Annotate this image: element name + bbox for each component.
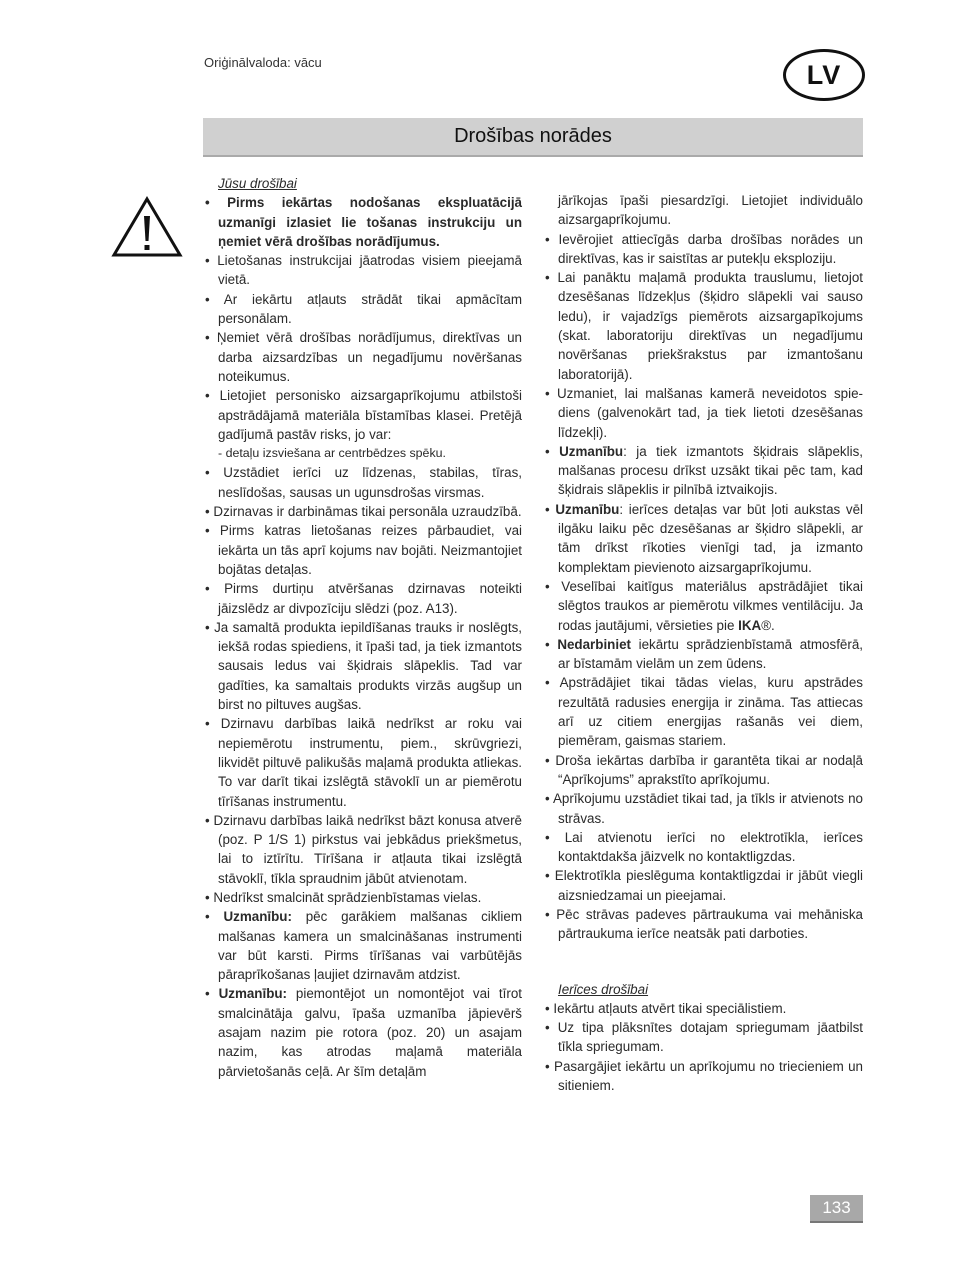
list-item: • Lietojiet personisko aizsargaprīkojumu atbilstoši apstrādājamā materiāla bīstamības klasei. Pretējā gadījumā pastāv risks, jo var:: [205, 388, 522, 442]
section-title-your-safety: Jūsu drošībai: [218, 176, 297, 191]
do-not-operate-label: Nedarbiniet: [557, 636, 631, 652]
list-item-continuation: jārīkojas īpaši piesardzīgi. Lietojiet individuālo aizsargaprīkojumu.: [558, 193, 863, 228]
do-not-operate-text: iekārtu sprādzienbīstamā atmosfērā, ar bīstamām vielām un zem ūdens.: [558, 636, 863, 672]
list-item: • Dzirnavu darbības laikā nedrīkst bāzt konusa atverē (poz. P 1/S 1) pirkstus vai jebkādus priekšmetus, lai to iztīrītu. Tīrīšana ir atļauta tikai izslēgtā stāvoklī, tīkla spraudnim jābūt atvienotam.: [205, 812, 522, 886]
list-item: • Droša iekārtas darbība ir garantēta tikai ar nodaļā “Aprīkojums” aprakstīto aprīkojumu.: [545, 752, 863, 787]
language-badge: LV: [783, 49, 865, 101]
list-item: • Elektrotīkla pieslēguma kontaktligzdai ir jābūt viegli aizsniedzamai un pieejamai.: [545, 868, 863, 903]
caution-item: • Uzmanību: pēc garākiem malšanas cikliem malšanas kamera un smalcināšanas instrumenti var būt karsti. Pirms tīrīšanas vai varbūtējās pāraprīkošanas ļaujiet dzirnavām atdzist.: [205, 909, 522, 983]
caution-text: pēc garākiem malšanas cikliem malšanas kamera un smalcināšanas instrumenti var būt karsti. Pirms tīrīšanas vai varbūtējās pāraprīkošanas ļaujiet dzirnavām atdzist.: [218, 909, 522, 983]
list-item: • Apstrādājiet tikai tādas vielas, kuru apstrādes rezultātā radusies energija ir zināma. Tas attiecas arī uz citiem energijas rašanās vei diem, piemēram, gaismas stariem.: [545, 675, 863, 749]
caution-label: Uzmanību:: [223, 909, 292, 925]
sub-list-item: - detaļu izsviešana ar centrbēdzes spēku.: [218, 446, 446, 461]
ika-suffix: ®.: [761, 617, 775, 633]
left-column: [205, 174, 522, 1081]
ika-brand: IKA: [738, 617, 762, 633]
page-number: 133: [810, 1195, 863, 1223]
list-item: • Nedarbiniet iekārtu sprādzienbīstamā atmosfērā, ar bīstamām vielām un zem ūdens.: [545, 636, 863, 672]
page-title: Drošības norādes: [203, 118, 863, 157]
list-item: • Uzstādiet ierīci uz līdzenas, stabilas, tīras, neslīdošas, sausas un ugunsdrošas virsmas.: [205, 465, 522, 500]
caution-text: : ierīces detaļas var būt ļoti aukstas vēl ilgāku laiku pēc dzesēšanas ar šķidro slāpekli, ar tām drīkst rīkoties vienīgi tad, ja izmanto komplektam pievienoto aizsargaprīkojumu.: [558, 501, 863, 575]
list-item: • Dzirnavu darbības laikā nedrīkst ar roku vai nepiemērotu instrumentu, piem., skrūvgriezi, likvidēt piltuvē palikušās maļamā produkta atliekas. To var darīt tikai izslēgtā stāvoklī un ar piemērotu tīrīšanas instrumentu.: [205, 716, 522, 809]
caution-label: Uzmanību: [559, 443, 624, 459]
list-item: • Ņemiet vērā drošības norādījumus, direktīvas un darba aizsardzības un negadījumu novēršanas noteikumus.: [205, 330, 522, 384]
list-item: • Uz tipa plāksnītes dotajam spriegumam jāatbilst tīkla spriegumam.: [545, 1020, 863, 1055]
caution-item: • Uzmanību: ierīces detaļas var būt ļoti aukstas vēl ilgāku laiku pēc dzesēšanas ar šķidro slāpekli, ar tām drīkst rīkoties vienīgi tad, ja izmanto komplektam pievienoto aizsargaprīkojumu.: [545, 501, 863, 575]
list-item: • Pirms durtiņu atvēršanas dzirnavas noteikti jāizslēdz ar divpozīciju slēdzi (poz. A13).: [205, 581, 522, 616]
caution-item: • Uzmanību: ja tiek izmantots šķidrais slāpeklis, malšanas procesu drīkst uzsākt tikai pēc tam, kad šķidrais slāpeklis ir pilnībā iztvaikojis.: [545, 443, 863, 498]
caution-item: • Uzmanību: piemontējot un nomontējot vai tīrot smalcinātāja galvu, īpaša uzmanība jāpievērš asajam nazim pie rotora (poz. 20) un asajam nazim, kas atrodas maļamā materiāla pārvietošanās ceļā. Ar šīm detaļām: [205, 986, 522, 1079]
list-item: • Uzmaniet, lai malšanas kamerā neveidotos spiediens (galvenokārt tad, ja tiek lietoti dzesēšanas līdzekļi).: [545, 385, 863, 440]
list-item: • Iekārtu atļauts atvērt tikai speciālistiem.: [545, 1000, 787, 1016]
list-item: • Lietošanas instrukcijai jāatrodas visiem pieejamā vietā.: [205, 253, 522, 288]
caution-label: Uzmanību: [555, 501, 620, 517]
list-item: • Pēc strāvas padeves pārtraukuma vai mehāniska pārtraukuma ierīce neatsāk pati darboties.: [545, 906, 863, 942]
caution-label: Uzmanību:: [218, 986, 288, 1002]
list-item: • Nedrīkst smalcināt sprādzienbīstamas vielas.: [205, 889, 482, 905]
caution-text: : ja tiek izmantots šķidrais slāpeklis, malšanas procesu drīkst uzsākt tikai pēc tam, kad šķidrais slāpeklis ir pilnībā iztvaikojis.: [558, 443, 863, 498]
list-item: • Dzirnavas ir darbināmas tikai personāla uzraudzībā.: [205, 504, 522, 520]
section-title-device-safety: Ierīces drošībai: [558, 981, 649, 997]
list-item: • Aprīkojumu uzstādiet tikai tad, ja tīkls ir atvienots no strāvas.: [545, 791, 863, 826]
ika-item-text: • Veselībai kaitīgus materiālus apstrādājiet tikai slēgtos traukos ar piemērotu vilkmes ventilāciju. Ja rodas jautājumi, vērsieties pie: [545, 578, 863, 633]
list-item: • Pasargājiet iekārtu un aprīkojumu no triecieniem un sitieniem.: [545, 1058, 863, 1094]
list-item: • Lai panāktu maļamā produkta trauslumu, lietojot dzesēšanas līdzekļus (šķidro slāpekli vai sauso ledu), ir vajadzīgs piemērots aizsargapīkojums (skat. laboratoriju direktīvas un negadījumu novēršanas priekšrakstus par izmantošanu laboratorijā).: [545, 270, 863, 382]
original-language-note: Oriģinālvaloda: vācu: [204, 55, 322, 70]
caution-text: piemontējot un nomontējot vai tīrot smalcinātāja galvu, īpaša uzmanība jāpievērš asajam nazim pie rotora (poz. 20) un asajam nazim, kas atrodas maļamā materiāla pārvietošanās ceļā. Ar šīm detaļām: [218, 986, 522, 1079]
list-item: • Ar iekārtu atļauts strādāt tikai apmācītam personālam.: [205, 291, 522, 327]
right-column: [545, 191, 863, 1095]
warning-triangle-icon: [111, 196, 183, 258]
list-item: • Ja samaltā produkta iepildīšanas trauks ir noslēgts, iekšā rodas spiediens, it īpaši tad, ja tiek izmantots sausais ledus vai šķidrais slāpeklis. Tad var gadīties, ka samaltais produkts virzās augšup un birst no piltuves augšas.: [205, 619, 522, 713]
list-item: • Lai atvienotu ierīci no elektrotīkla, ierīces kontaktdakša jāizvelk no kontaktligzdas.: [545, 829, 863, 865]
list-item: • Ievērojiet attiecīgās darba drošības norādes un direktīvas, kas ir saistītas ar putekļu eksploziju.: [545, 231, 863, 266]
list-item: • Pirms iekārtas nodošanas ekspluatācijā uzmanīgi izlasiet lie tošanas instrukciju un ņemiet vērā drošības norādījumus.: [205, 195, 522, 249]
list-item: [545, 577, 863, 635]
list-item: • Pirms katras lietošanas reizes pārbaudiet, vai iekārta un tās aprī kojums nav bojāti. Neizmantojiet bojātas detaļas.: [205, 523, 522, 577]
